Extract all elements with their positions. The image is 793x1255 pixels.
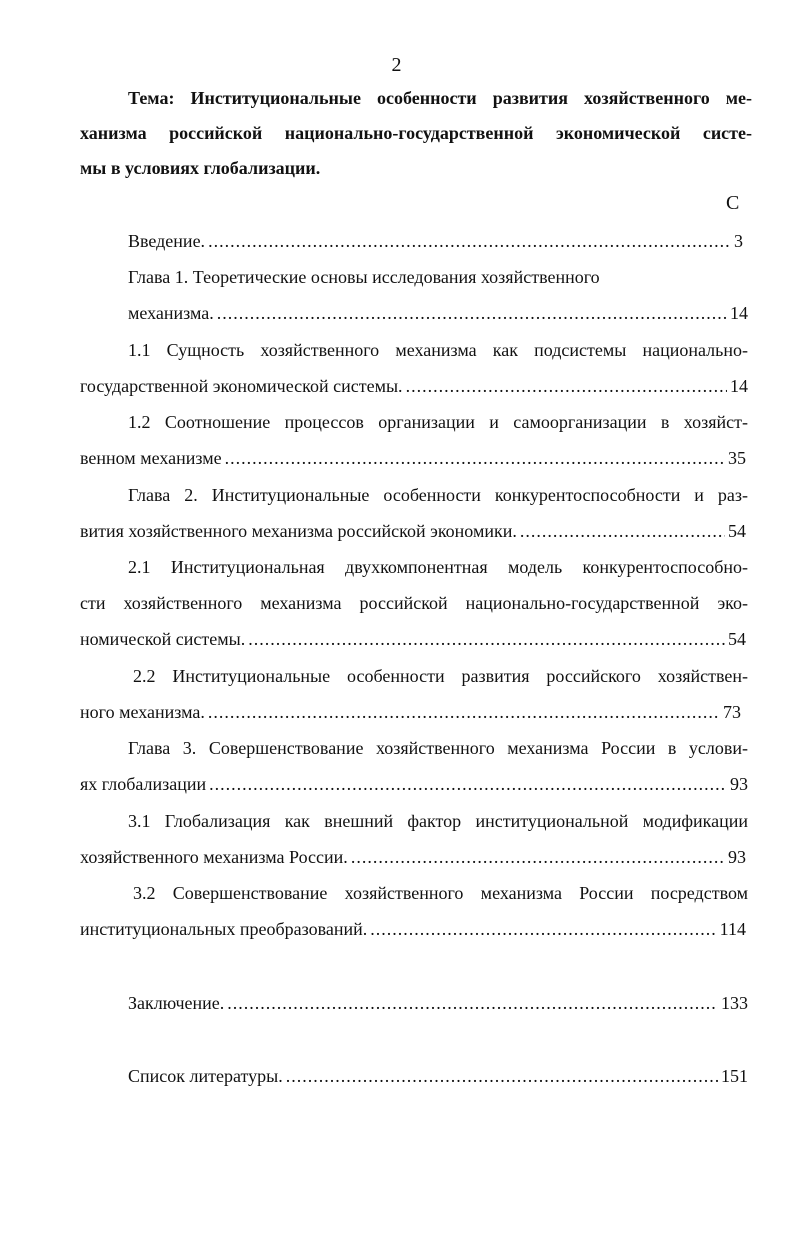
toc-page: 14	[730, 303, 748, 323]
toc-page: 133	[721, 993, 748, 1013]
toc-section-2-1-line-1: 2.1 Институциональная двухкомпонентная модель конкурентоспособно-	[128, 557, 748, 577]
toc-chapter-2-line-1: Глава 2. Институциональные особенности конкурентоспособности и раз-	[128, 485, 748, 505]
toc-leader	[217, 302, 727, 324]
toc-title: механизма.	[128, 303, 214, 323]
topic-line-2: ханизма российской национально-государственной экономической систе-	[80, 123, 752, 143]
toc-entry-conclusion	[128, 992, 748, 1016]
toc-title: Список литературы.	[128, 1066, 283, 1086]
toc-section-3-1-line-1: 3.1 Глобализация как внешний фактор институциональной модификации	[128, 811, 748, 831]
toc-entry-references	[128, 1065, 748, 1089]
toc-section-1-1-line-1: 1.1 Сущность хозяйственного механизма как подсистемы национально-	[128, 340, 748, 360]
toc-entry-chapter-3	[80, 773, 748, 797]
toc-entry-chapter-2	[80, 520, 746, 544]
page-column-label: С	[726, 192, 740, 214]
toc-page: 3	[734, 231, 743, 251]
toc-page: 151	[721, 1066, 748, 1086]
toc-entry-section-2-1	[80, 628, 746, 652]
toc-section-3-2-line-1: 3.2 Совершенствование хозяйственного механизма России посредством	[133, 883, 748, 903]
topic-line-3: мы в условиях глобализации.	[80, 158, 321, 178]
toc-entry-section-2-2	[80, 701, 741, 725]
toc-leader	[351, 846, 725, 868]
toc-title: хозяйственного механизма России.	[80, 847, 348, 867]
toc-section-2-2-line-1: 2.2 Институциональные особенности развития российского хозяйствен-	[133, 666, 748, 686]
toc-leader	[225, 447, 725, 469]
toc-page: 35	[728, 448, 746, 468]
page-number: 2	[391, 54, 402, 76]
toc-leader	[208, 701, 720, 723]
toc-leader	[208, 230, 731, 252]
toc-entry-section-1-2	[80, 447, 746, 471]
toc-leader	[286, 1065, 718, 1087]
toc-section-1-2-line-1: 1.2 Соотношение процессов организации и самоорганизации в хозяйст-	[128, 412, 748, 432]
topic-line-1: Тема: Институциональные особенности развития хозяйственного ме-	[128, 88, 752, 108]
toc-leader	[406, 375, 727, 397]
toc-entry-section-3-1	[80, 846, 746, 870]
toc-entry-section-1-1	[80, 375, 748, 399]
toc-section-2-1-line-2: сти хозяйственного механизма российской национально-государственной эко-	[80, 593, 748, 613]
toc-chapter-1-line-1: Глава 1. Теоретические основы исследования хозяйственного	[128, 267, 600, 287]
toc-leader	[248, 628, 725, 650]
toc-page: 114	[719, 919, 746, 939]
toc-chapter-3-line-1: Глава 3. Совершенствование хозяйственного механизма России в услови-	[128, 738, 748, 758]
toc-title: государственной экономической системы.	[80, 376, 403, 396]
toc-title: Заключение.	[128, 993, 225, 1013]
toc-title: венном механизме	[80, 448, 222, 468]
toc-page: 93	[728, 847, 746, 867]
toc-page: 93	[730, 774, 748, 794]
toc-entry-chapter-1	[128, 302, 748, 326]
toc-title: институциональных преобразований.	[80, 919, 368, 939]
toc-entry-introduction	[128, 230, 743, 254]
toc-page: 14	[730, 376, 748, 396]
toc-title: ях глобализации	[80, 774, 207, 794]
toc-title: номической системы.	[80, 629, 246, 649]
toc-page: 73	[723, 702, 741, 722]
toc-title: ного механизма.	[80, 702, 205, 722]
toc-leader	[520, 520, 725, 542]
toc-entry-section-3-2	[80, 918, 746, 942]
toc-leader	[209, 773, 727, 795]
toc-leader	[370, 918, 716, 940]
toc-title: Введение.	[128, 231, 206, 251]
toc-page: 54	[728, 629, 746, 649]
toc-title: вития хозяйственного механизма российской экономики.	[80, 521, 517, 541]
toc-page: 54	[728, 521, 746, 541]
toc-leader	[227, 992, 718, 1014]
